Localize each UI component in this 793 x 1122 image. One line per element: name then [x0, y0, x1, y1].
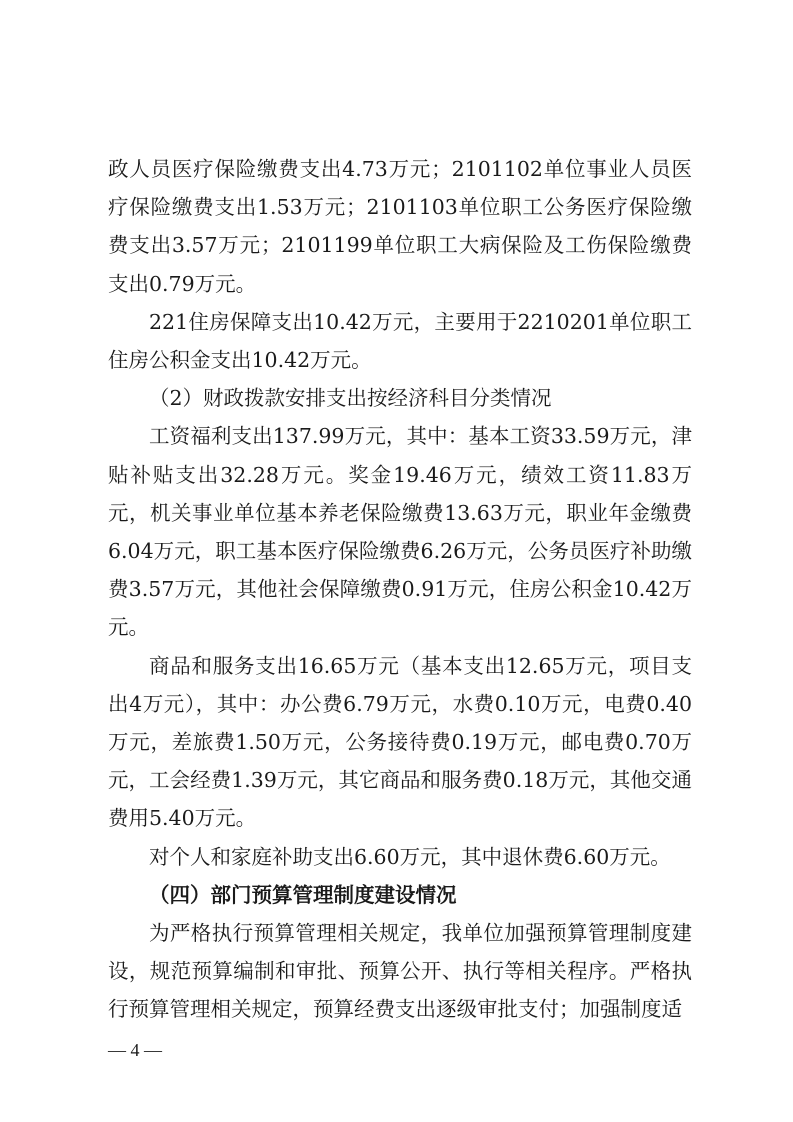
paragraph-medical-insurance-continuation: 政人员医疗保险缴费支出4.73万元；2101102单位事业人员医疗保险缴费支出1.53万元；2101103单位职工公务医疗保险缴费支出3.57万元；2101199单位职工大病保险及工伤保险缴费支出0.79万元。 — [108, 157, 692, 296]
paragraph-subsidies-individuals: 对个人和家庭补助支出6.60万元，其中退休费6.60万元。 — [149, 844, 671, 869]
paragraph-wages-welfare: 工资福利支出137.99万元，其中：基本工资33.59万元，津贴补贴支出32.28万元。奖金19.46万元，绩效工资11.83万元，机关事业单位基本养老保险缴费13.63万元，职业年金缴费6.04万元，职工基本医疗保险缴费6.26万元，公务员医疗补助缴费3.57万元，其他社会保障缴费0.91万元，住房公积金10.42万元。 — [108, 424, 692, 640]
paragraph-housing-expenditure: 221住房保障支出10.42万元，主要用于2210201单位职工住房公积金支出10.42万元。 — [108, 309, 692, 373]
page-number: — 4 — — [108, 1040, 162, 1060]
body-text — [108, 150, 692, 1029]
paragraph-goods-services: 商品和服务支出16.65万元（基本支出12.65万元，项目支出4万元），其中：办公费6.79万元，水费0.10万元，电费0.40万元，差旅费1.50万元，公务接待费0.19万元，邮电费0.70万元，工会经费1.39万元，其它商品和服务费0.18万元，其他交通费用5.40万元。 — [108, 653, 692, 831]
section-heading-budget-management: （四）部门预算管理制度建设情况 — [149, 882, 457, 907]
paragraph-budget-management: 为严格执行预算管理相关规定，我单位加强预算管理制度建设，规范预算编制和审批、预算公开、执行等相关程序。严格执行预算管理相关规定，预算经费支出逐级审批支付；加强制度适 — [108, 921, 692, 1022]
subheading-economic-classification: （2）财政拨款安排支出按经济科目分类情况 — [149, 386, 552, 411]
